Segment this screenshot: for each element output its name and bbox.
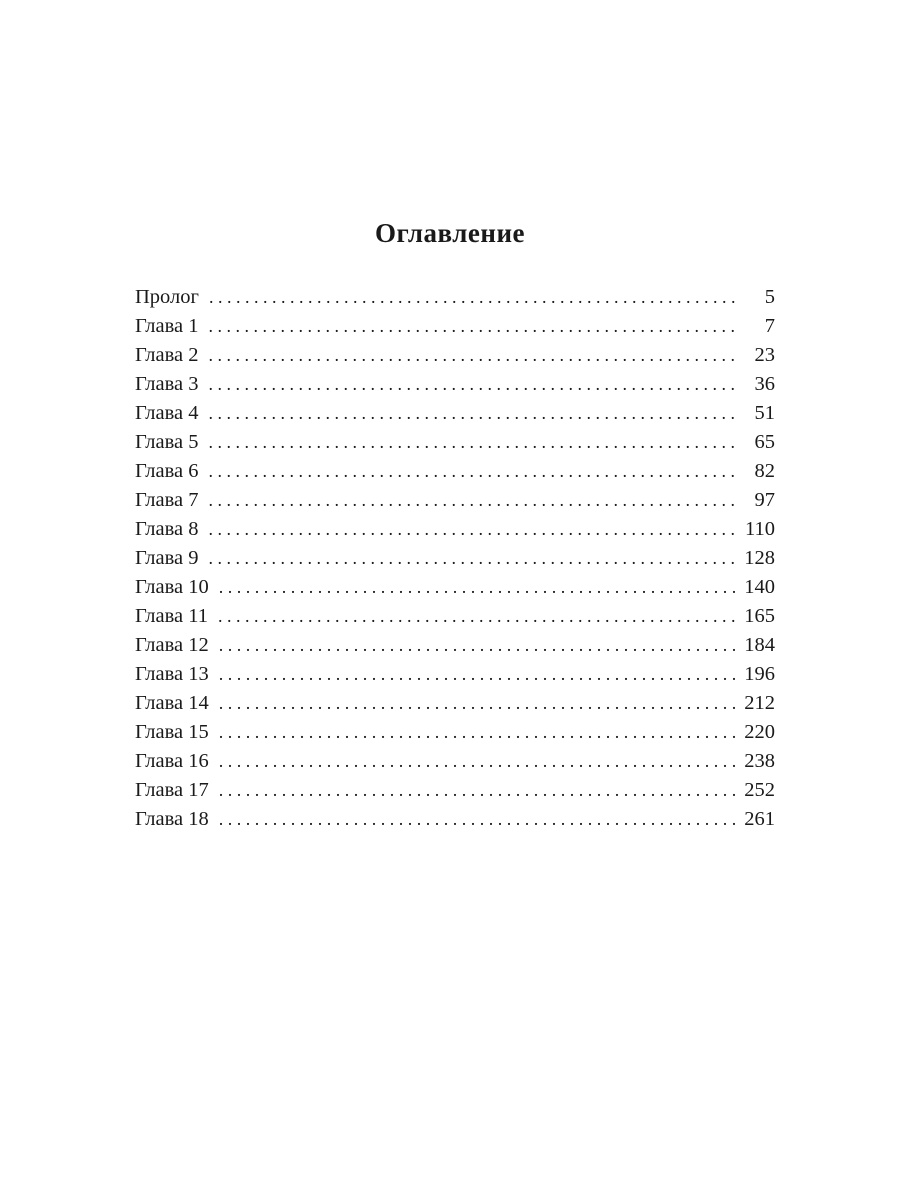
toc-dot-leader	[219, 776, 735, 805]
toc-entry-page: 7	[764, 315, 775, 337]
toc-entry-label: Глава 1	[135, 315, 199, 337]
toc-entry-page: 261	[744, 808, 775, 830]
toc-entry	[135, 399, 775, 428]
toc-dot-leader	[209, 544, 735, 573]
toc-dot-leader	[209, 283, 735, 312]
toc-entry	[135, 660, 775, 689]
toc-entry-page: 220	[744, 721, 775, 743]
toc-entry-label: Глава 7	[135, 489, 199, 511]
toc-entry-page: 36	[754, 373, 775, 395]
toc-entry-page: 23	[754, 344, 775, 366]
toc-dot-leader	[219, 805, 735, 834]
toc-entry	[135, 747, 775, 776]
toc-dot-leader	[209, 457, 735, 486]
toc-entry	[135, 689, 775, 718]
toc-entry-label: Глава 4	[135, 402, 199, 424]
toc-entry	[135, 312, 775, 341]
toc-dot-leader	[219, 631, 735, 660]
toc-entry-page: 184	[744, 634, 775, 656]
toc-dot-leader	[209, 341, 735, 370]
toc-dot-leader	[218, 602, 735, 631]
toc-dot-leader	[219, 660, 735, 689]
toc-entry	[135, 602, 775, 631]
toc-entry	[135, 718, 775, 747]
toc-entry-label: Глава 16	[135, 750, 209, 772]
toc-entry	[135, 428, 775, 457]
toc-list	[135, 283, 775, 834]
toc-entry-label: Глава 5	[135, 431, 199, 453]
toc-entry	[135, 341, 775, 370]
toc-entry-label: Пролог	[135, 286, 199, 308]
toc-entry-page: 196	[744, 663, 775, 685]
toc-entry-page: 238	[744, 750, 775, 772]
toc-entry-label: Глава 14	[135, 692, 209, 714]
toc-entry-page: 5	[764, 286, 775, 308]
toc-entry-page: 110	[745, 518, 775, 540]
toc-entry	[135, 283, 775, 312]
toc-dot-leader	[209, 515, 735, 544]
toc-entry-label: Глава 3	[135, 373, 199, 395]
toc-entry-label: Глава 12	[135, 634, 209, 656]
toc-entry-label: Глава 8	[135, 518, 199, 540]
toc-dot-leader	[219, 747, 735, 776]
toc-entry-page: 51	[754, 402, 775, 424]
toc-entry-label: Глава 15	[135, 721, 209, 743]
toc-entry-label: Глава 17	[135, 779, 209, 801]
toc-entry-label: Глава 11	[135, 605, 209, 627]
toc-entry	[135, 573, 775, 602]
toc-entry-label: Глава 18	[135, 808, 209, 830]
toc-dot-leader	[209, 370, 735, 399]
toc-dot-leader	[219, 689, 735, 718]
toc-entry	[135, 486, 775, 515]
toc-dot-leader	[209, 486, 735, 515]
toc-entry-page: 212	[744, 692, 775, 714]
toc-entry-page: 165	[744, 605, 775, 627]
toc-title: Оглавление	[375, 218, 525, 248]
toc-entry	[135, 776, 775, 805]
toc-entry	[135, 515, 775, 544]
toc-entry	[135, 805, 775, 834]
toc-entry-label: Глава 2	[135, 344, 199, 366]
toc-dot-leader	[219, 573, 735, 602]
toc-entry	[135, 631, 775, 660]
toc-entry-label: Глава 13	[135, 663, 209, 685]
toc-entry-page: 97	[754, 489, 775, 511]
toc-entry-page: 82	[754, 460, 775, 482]
toc-entry	[135, 544, 775, 573]
toc-entry-label: Глава 9	[135, 547, 199, 569]
toc-entry-page: 252	[744, 779, 775, 801]
toc-entry-label: Глава 6	[135, 460, 199, 482]
toc-dot-leader	[209, 428, 735, 457]
toc-entry-page: 140	[744, 576, 775, 598]
toc-entry-label: Глава 10	[135, 576, 209, 598]
toc-dot-leader	[219, 718, 735, 747]
toc-entry	[135, 457, 775, 486]
toc-entry-page: 128	[744, 547, 775, 569]
toc-dot-leader	[209, 312, 735, 341]
toc-dot-leader	[209, 399, 735, 428]
toc-entry	[135, 370, 775, 399]
toc-entry-page: 65	[754, 431, 775, 453]
